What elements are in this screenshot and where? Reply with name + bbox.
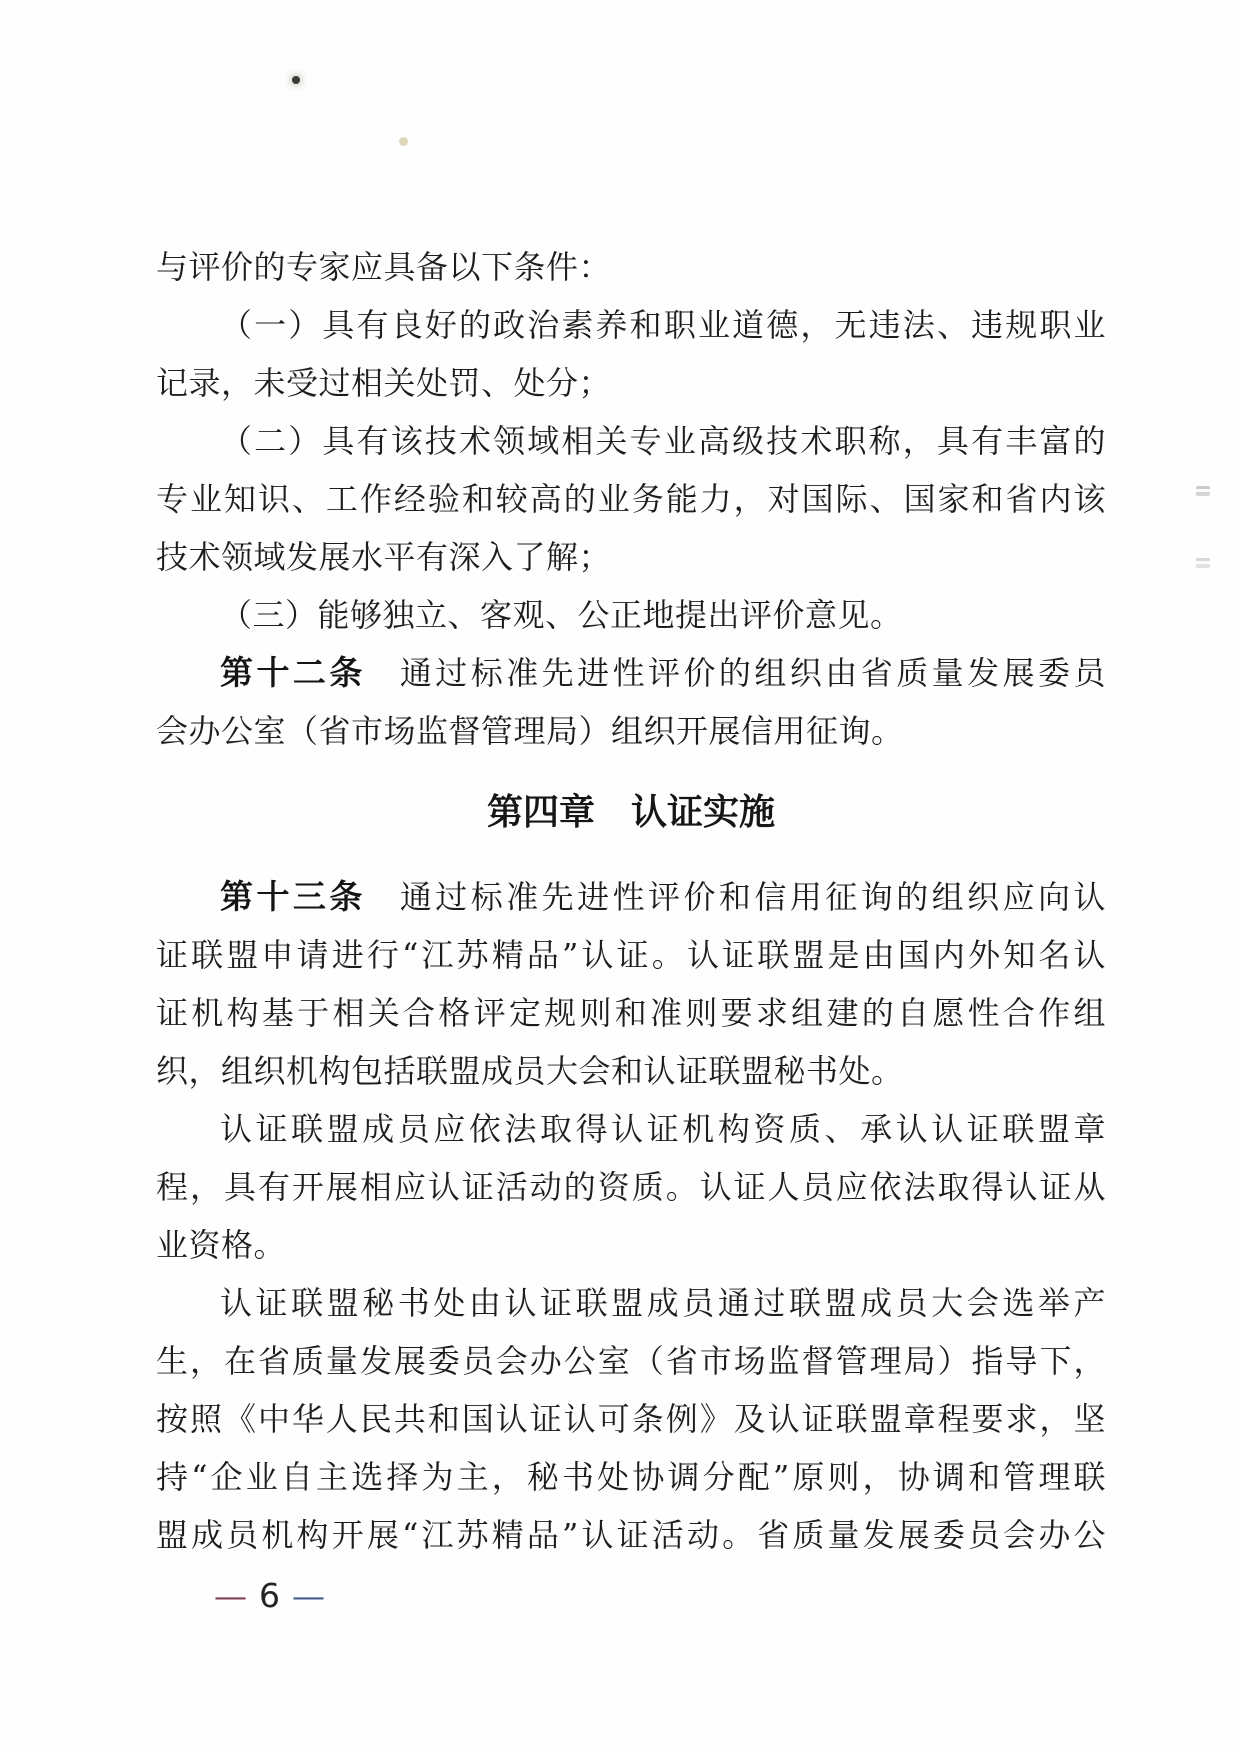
article-number: 第十二条 [220, 653, 366, 692]
line-text: 认证联盟秘书处由认证联盟成员通过联盟成员大会选举产 [220, 1284, 1106, 1322]
text-line [156, 1216, 1106, 1274]
line-text: 生，在省质量发展委员会办公室（省市场监督管理局）指导下， [156, 1342, 1106, 1380]
text-line [156, 1158, 1106, 1216]
line-text: 织，组织机构包括联盟成员大会和认证联盟秘书处。 [156, 1052, 904, 1090]
article-number: 第十三条 [220, 877, 366, 916]
line-text: 认证联盟成员应依法取得认证机构资质、承认认证联盟章 [220, 1110, 1106, 1148]
paper-stain [399, 137, 408, 146]
text-line [156, 702, 1106, 760]
line-text: 盟成员机构开展“江苏精品”认证活动。省质量发展委员会办公 [156, 1516, 1106, 1554]
footer-dash-right: — [292, 1576, 327, 1615]
chapter-heading [156, 784, 1106, 842]
text-line [156, 412, 1106, 470]
text-line [156, 1274, 1106, 1332]
text-line [156, 926, 1106, 984]
text-line [156, 1448, 1106, 1506]
text-line [156, 1390, 1106, 1448]
line-text: （一）具有良好的政治素养和职业道德，无违法、违规职业 [220, 306, 1106, 344]
line-text: 会办公室（省市场监督管理局）组织开展信用征询。 [156, 712, 904, 750]
line-text: 通过标准先进性评价和信用征询的组织应向认 [399, 878, 1106, 916]
text-line [156, 644, 1106, 702]
line-text: 技术领域发展水平有深入了解； [156, 538, 612, 576]
document-body [156, 238, 1106, 1564]
text-line [156, 1506, 1106, 1564]
line-text: 程，具有开展相应认证活动的资质。认证人员应依法取得认证从 [156, 1168, 1106, 1206]
text-line [156, 238, 1106, 296]
chapter-number: 第四章 [486, 792, 595, 833]
line-text: （三）能够独立、客观、公正地提出评价意见。 [220, 596, 903, 634]
line-text: 专业知识、工作经验和较高的业务能力，对国际、国家和省内该 [156, 480, 1106, 518]
margin-smudge [1196, 558, 1210, 568]
line-text: 持“企业自主选择为主，秘书处协调分配”原则，协调和管理联 [156, 1458, 1106, 1496]
line-text: 证机构基于相关合格评定规则和准则要求组建的自愿性合作组 [156, 994, 1106, 1032]
text-line [156, 984, 1106, 1042]
line-text: 证联盟申请进行“江苏精品”认证。认证联盟是由国内外知名认 [156, 936, 1106, 974]
line-text: 通过标准先进性评价的组织由省质量发展委员 [399, 654, 1106, 692]
footer-dash-left: — [214, 1576, 249, 1615]
text-line [156, 470, 1106, 528]
text-line [156, 528, 1106, 586]
chapter-title: 认证实施 [631, 792, 776, 833]
line-text: 记录，未受过相关处罚、处分； [156, 364, 612, 402]
line-text: 与评价的专家应具备以下条件： [156, 248, 612, 286]
line-text: 业资格。 [156, 1226, 287, 1264]
text-line [156, 868, 1106, 926]
text-line [156, 586, 1106, 644]
line-text: （二）具有该技术领域相关专业高级技术职称，具有丰富的 [220, 422, 1106, 460]
text-line [156, 1042, 1106, 1100]
text-line [156, 1100, 1106, 1158]
line-text: 按照《中华人民共和国认证认可条例》及认证联盟章程要求，坚 [156, 1400, 1106, 1438]
footer-page-number: 6 [259, 1576, 282, 1615]
text-line [156, 354, 1106, 412]
text-line [156, 296, 1106, 354]
ink-speck [292, 76, 300, 84]
margin-smudge [1196, 486, 1210, 496]
page-number-footer [214, 1572, 327, 1620]
text-line [156, 1332, 1106, 1390]
